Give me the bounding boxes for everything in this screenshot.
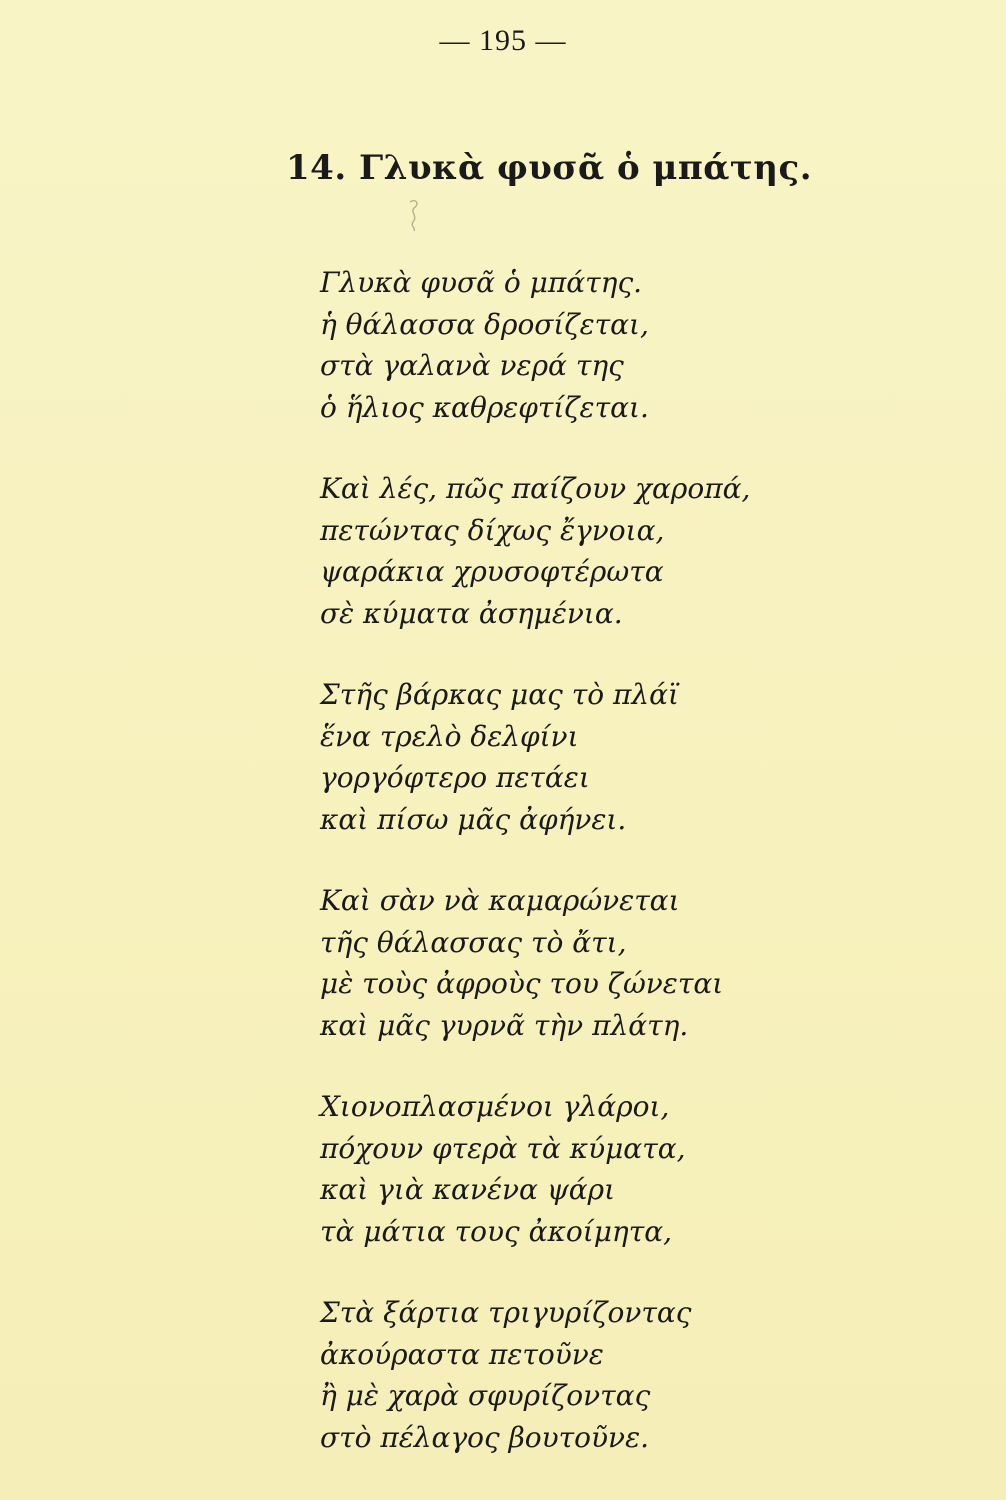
stanza-4: [320, 880, 750, 1046]
poem-line: Καὶ λές, πῶς παίζουν χαροπά,: [320, 472, 751, 505]
poem-line: καὶ μᾶς γυρνᾶ τὴν πλάτη.: [320, 1008, 689, 1042]
stanza-2: [320, 468, 750, 634]
poem-line: ἕνα τρελὸ δελφίνι: [320, 719, 579, 753]
poem-line: ἀκούραστα πετοῦνε: [320, 1337, 604, 1371]
ink-mark: [404, 198, 424, 232]
poem-line: σὲ κύματα ἀσημένια.: [320, 596, 623, 630]
poem-line: Στὰ ξάρτια τριγυρίζοντας: [320, 1296, 692, 1329]
stanza-1: [320, 262, 750, 428]
poem-line: μὲ τοὺς ἀφροὺς του ζώνεται: [320, 967, 724, 1000]
poem-line: γοργόφτερο πετάει: [320, 761, 590, 794]
stanza-6: [320, 1292, 750, 1458]
poem-line: καὶ πίσω μᾶς ἀφήνει.: [320, 802, 627, 836]
stanza-5: [320, 1086, 750, 1252]
poem-line: Καὶ σὰν νὰ καμαρώνεται: [320, 884, 680, 917]
page-number: — 195 —: [439, 24, 567, 57]
stanza-3: [320, 674, 750, 840]
poem-line: τὰ μάτια τους ἀκοίμητα,: [320, 1214, 673, 1248]
poem-line: Χιονοπλασμένοι γλάροι,: [320, 1090, 670, 1123]
poem-line: ὁ ἥλιος καθρεφτίζεται.: [320, 390, 649, 424]
poem-line: στὰ γαλανὰ νερά της: [320, 349, 624, 382]
poem-body: [320, 262, 750, 1498]
poem-line: Γλυκὰ φυσᾶ ὁ μπάτης.: [320, 266, 643, 299]
poem-line: ἡ θάλασσα δροσίζεται,: [320, 307, 649, 341]
poem-line: στὸ πέλαγος βουτοῦνε.: [320, 1420, 649, 1454]
poem-line: πετώντας δίχως ἔγνοια,: [320, 513, 665, 547]
poem-line: πόχουν φτερὰ τὰ κύματα,: [320, 1131, 686, 1165]
poem-line: ἢ μὲ χαρὰ σφυρίζοντας: [320, 1379, 651, 1412]
poem-line: Στῆς βάρκας μας τὸ πλάϊ: [320, 678, 680, 711]
poem-line: καὶ γιὰ κανένα ψάρι: [320, 1173, 616, 1206]
poem-line: ψαράκια χρυσοφτέρωτα: [320, 555, 664, 588]
poem-title: 14. Γλυκὰ φυσᾶ ὁ μπάτης.: [286, 148, 813, 188]
poem-line: τῆς θάλασσας τὸ ἄτι,: [320, 925, 627, 959]
